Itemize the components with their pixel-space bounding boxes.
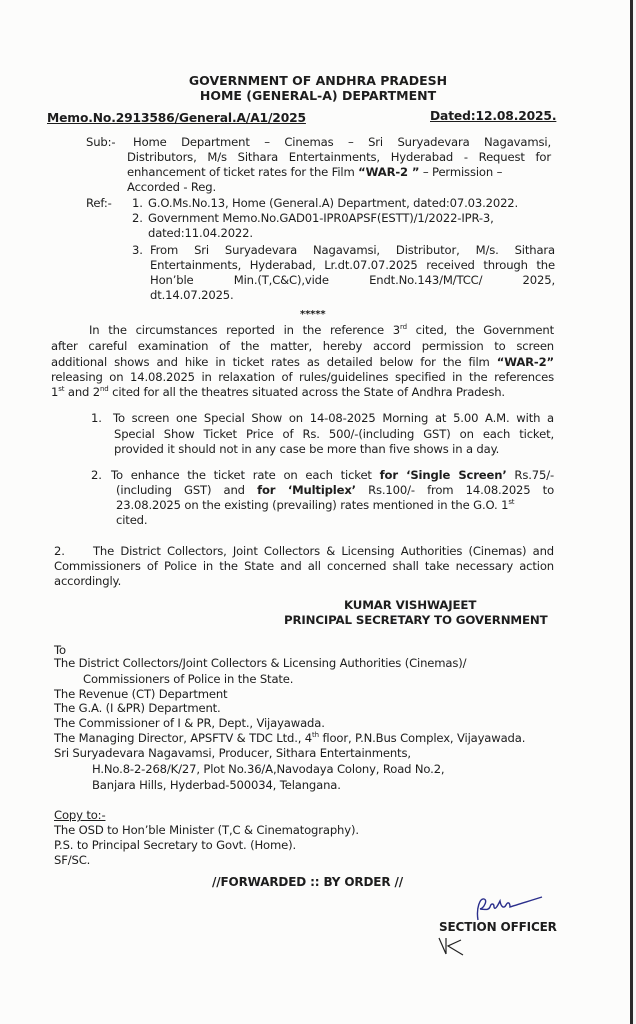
para1-line-1-a: In the circumstances reported in the reference 3 — [89, 323, 400, 337]
section-officer-label: SECTION OFFICER — [439, 920, 557, 934]
signatory-title: PRINCIPAL SECRETARY TO GOVERNMENT — [284, 613, 548, 627]
subject-line-1: Home Department – Cinemas – Sri Suryadevara Nagavamsi, — [133, 135, 551, 149]
to-md-a: The Managing Director, APSFTV & TDC Ltd., 4 — [54, 731, 313, 745]
to-line-3: The Revenue (CT) Department — [54, 687, 228, 701]
ref-2-line-2: dated:11.04.2022. — [148, 226, 253, 240]
para1-line-3 — [51, 355, 554, 369]
para2-line-2: Commissioners of Police in the State and all concerned shall take necessary action — [54, 559, 554, 573]
para1-line-4: releasing on 14.08.2025 in relaxation of rules/guidelines specified in the references — [51, 370, 554, 384]
single-screen-label: for ‘Single Screen’ — [379, 468, 507, 482]
para1-film-title: “WAR-2” — [496, 355, 554, 369]
to-md-b: floor, P.N.Bus Complex, Vijayawada. — [318, 731, 526, 745]
para1-line-5 — [51, 385, 505, 399]
to-producer-line-1: Sri Suryadevara Nagavamsi, Producer, Sithara Entertainments, — [54, 746, 411, 760]
para2-number: 2. — [54, 544, 65, 558]
subject-line-3-tail: – Permission – — [419, 165, 503, 179]
point-2-line-4: cited. — [116, 513, 148, 527]
to-md-sup: th — [312, 731, 319, 740]
to-line-5: The Commissioner of I & PR, Dept., Vijayawada. — [54, 716, 325, 730]
multiplex-label: for ‘Multiplex’ — [257, 483, 356, 497]
para1-line-5-sup1: st — [58, 385, 65, 394]
point-2-number: 2. — [91, 468, 102, 482]
para2-line-1: The District Collectors, Joint Collectors & Licensing Authorities (Cinemas) and — [93, 544, 554, 558]
para1-line-1-b: cited, the Government — [406, 323, 554, 337]
forwarded-by-order: //FORWARDED :: BY ORDER // — [212, 875, 403, 889]
ref-1-number: 1. — [132, 196, 143, 210]
film-title: “WAR-2 ” — [358, 165, 420, 179]
copy-to-label: Copy to:- — [54, 808, 106, 822]
department-heading: HOME (GENERAL-A) DEPARTMENT — [199, 88, 437, 103]
point-2-line-2 — [116, 483, 554, 497]
copy-to-line-3: SF/SC. — [54, 853, 91, 867]
ref-3-line-1: From Sri Suryadevara Nagavamsi, Distributor, M/s. Sithara — [150, 243, 555, 257]
point-2-line-1-a: To enhance the ticket rate on each ticket — [111, 468, 380, 482]
ref-2-line-1: Government Memo.No.GAD01-IPR0APSF(ESTT)/1/2022-IPR-3, — [148, 211, 494, 225]
to-line-4: The G.A. (I &PR) Department. — [54, 701, 221, 715]
copy-to-line-1: The OSD to Hon’ble Minister (T,C & Cinematography). — [54, 823, 359, 837]
point-2-line-1 — [111, 468, 554, 482]
point-2-line-3-a: 23.08.2025 on the existing (prevailing) rates mentioned in the G.O. 1 — [116, 498, 509, 512]
to-label: To — [54, 643, 66, 657]
subject-line-3 — [127, 165, 502, 179]
para1-line-3-a: additional shows and hike in ticket rates as detailed below for the film — [51, 355, 497, 369]
ref-2-number: 2. — [132, 211, 143, 225]
para1-line-5-a: 1 — [51, 385, 59, 399]
point-1-line-1: To screen one Special Show on 14-08-2025 Morning at 5.00 A.M. with a — [113, 411, 554, 425]
point-2-line-2-a: (including GST) and — [116, 483, 258, 497]
separator: ***** — [300, 309, 326, 320]
para1-line-5-c: cited for all the theatres situated across the State of Andhra Pradesh. — [108, 385, 505, 399]
para1-line-5-sup2: nd — [100, 385, 109, 394]
para2-line-3: accordingly. — [54, 574, 122, 588]
memo-date: Dated:12.08.2025. — [430, 109, 557, 123]
subject-line-3-text: enhancement of ticket rates for the Film — [127, 165, 359, 179]
initials-mark — [437, 934, 467, 958]
ref-3-number: 3. — [132, 243, 143, 257]
to-line-md — [54, 731, 525, 745]
to-producer-line-2: H.No.8-2-268/K/27, Plot No.36/A,Navodaya Colony, Road No.2, — [92, 762, 445, 776]
point-1-line-2: Special Show Ticket Price of Rs. 500/-(including GST) on each ticket, — [114, 427, 554, 441]
subject-line-4: Accorded - Reg. — [127, 180, 216, 194]
signature-mark — [470, 893, 550, 923]
ref-3-line-2: Entertainments, Hyderabad, Lr.dt.07.07.2025 received through the — [150, 258, 555, 272]
to-producer-line-3: Banjara Hills, Hyderbad-500034, Telangana. — [92, 778, 341, 792]
single-screen-rate: Rs.75/- — [506, 468, 554, 482]
government-heading: GOVERNMENT OF ANDHRA PRADESH — [188, 73, 448, 88]
subject-label: Sub:- — [86, 135, 116, 149]
point-2-line-3-sup: st — [508, 498, 515, 507]
ref-1-text: G.O.Ms.No.13, Home (General.A) Department, dated:07.03.2022. — [148, 196, 519, 210]
point-1-number: 1. — [91, 411, 102, 425]
para1-line-1-sup: rd — [399, 323, 407, 332]
ref-label: Ref:- — [86, 196, 112, 210]
signatory-name: KUMAR VISHWAJEET — [344, 598, 477, 612]
point-1-line-3: provided it should not in any case be more than five shows in a day. — [114, 442, 500, 456]
multiplex-rate: Rs.100/- from 14.08.2025 to — [355, 483, 555, 497]
ref-3-line-3: Hon’ble Min.(T,C&C),vide Endt.No.143/M/TCC/ 2025, — [150, 273, 555, 287]
para1-line-1 — [89, 323, 554, 337]
to-line-1: The District Collectors/Joint Collectors & Licensing Authorities (Cinemas)/ — [54, 656, 467, 670]
ref-3-line-4: dt.14.07.2025. — [150, 288, 234, 302]
point-2-line-3 — [116, 498, 514, 512]
to-line-2: Commissioners of Police in the State. — [83, 672, 294, 686]
para1-line-5-b: and 2 — [64, 385, 100, 399]
copy-to-line-2: P.S. to Principal Secretary to Govt. (Home). — [54, 838, 297, 852]
subject-line-2: Distributors, M/s Sithara Entertainments, Hyderabad - Request for — [127, 150, 551, 164]
para1-line-2: after careful examination of the matter, hereby accord permission to screen — [51, 339, 554, 353]
memo-number: Memo.No.2913586/General.A/A1/2025 — [47, 111, 306, 125]
